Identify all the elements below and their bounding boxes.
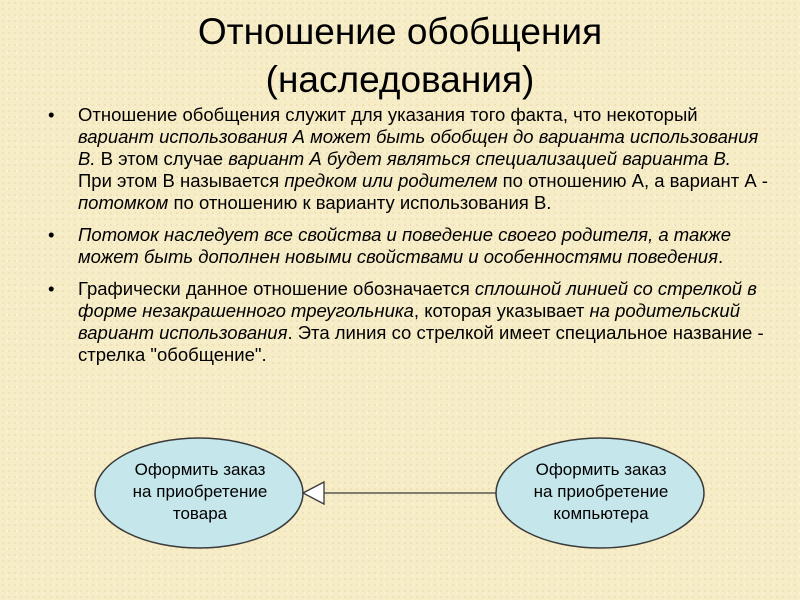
parent-label-line-3: товара: [172, 504, 228, 523]
bullet-text-segment: , которая указывает: [413, 300, 590, 321]
bullet-text-segment: сплошной линией со стрелкой в форме незакрашенного треугольника: [78, 278, 757, 321]
bullet-text-segment: .: [717, 246, 724, 267]
bullet-text-segment: При этом В называется: [78, 170, 285, 191]
child-label-line-2: на приобретение: [533, 482, 669, 501]
parent-label-line-1: Оформить заказ: [134, 460, 266, 479]
bullet-text-segment: потомком: [78, 192, 169, 213]
bullet-text-segment: Потомок наследует все свойства и поведение своего родителя, а также может быть дополнен новыми свойствами и особенностями поведения: [78, 224, 732, 267]
child-use-case-label: [506, 459, 696, 525]
bullet-text-segment: вариант А будет являться специализацией варианта В.: [228, 148, 731, 169]
bullet-text-segment: В этом случае: [95, 148, 229, 169]
parent-label-line-2: на приобретение: [132, 482, 268, 501]
bullet-text-segment: вариант использования А может быть обобщен до варианта использования В.: [78, 126, 759, 169]
bullet-list: [46, 104, 768, 376]
bullet-text-segment: предком или родителем: [284, 170, 498, 191]
title-line-2: (наследования): [265, 59, 535, 100]
title-line-1: Отношение обобщения: [197, 11, 603, 52]
bullet-text-segment: Отношение обобщения служит для указания того факта, что некоторый: [78, 104, 698, 125]
bullet-text-segment: . Эта линия со стрелкой имеет специальное название - стрелка "обобщение".: [78, 322, 764, 365]
bullet-text-segment: на родительский вариант использования: [78, 300, 740, 343]
child-label-line-1: Оформить заказ: [535, 460, 667, 479]
bullet-item-1: [46, 104, 768, 214]
bullet-text-segment: Графически данное отношение обозначается: [78, 278, 475, 299]
bullet-text-segment: по отношению А, а вариант А -: [497, 170, 768, 191]
slide-title: [0, 8, 800, 104]
bullet-text-segment: по отношению к варианту использования В.: [168, 192, 552, 213]
child-label-line-3: компьютера: [553, 504, 649, 523]
hollow-triangle-arrowhead-icon: [303, 482, 324, 504]
parent-use-case-label: [105, 459, 295, 525]
bullet-item-2: [46, 224, 768, 268]
bullet-item-3: [46, 278, 768, 366]
